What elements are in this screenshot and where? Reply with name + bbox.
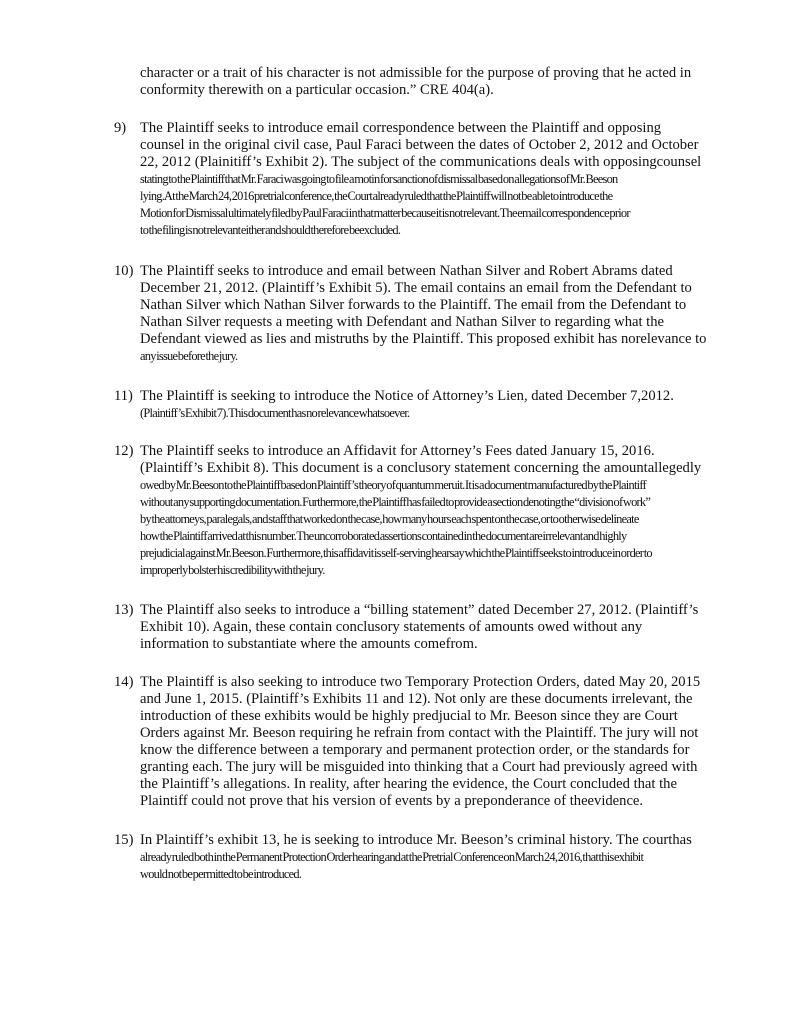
- text-line: by the attorneys, paralegals, and staff that worked on the case, how many hours each spent on the case, or to otherwise delineate: [140, 512, 639, 526]
- text-line: (Plaintiff’s Exhibit 7). This document has no relevance whatsoever.: [140, 406, 410, 420]
- text-line: Nathan Silver which Nathan Silver forwards to the Plaintiff. The email from the Defendant to: [140, 297, 687, 313]
- text-line: and June 1, 2015. (Plaintiff’s Exhibits 11 and 12). Not only are these documents irrelevant, the: [140, 691, 693, 707]
- text-line: (Plaintiff’s Exhibit 8). This document is a conclusory statement concerning the amountallegedly: [140, 460, 702, 476]
- numbered-paragraph-10: [114, 263, 745, 365]
- text-line: Defendant viewed as lies and mistruths by the Plaintiff. This proposed exhibit has norelevance to: [140, 331, 707, 347]
- text-line: lying. At the March 24, 2016 pretrial conference, the Court already ruled that the Plaintiff will not be able to introduce the: [140, 189, 613, 203]
- text-line: The Plaintiff also seeks to introduce a “billing statement” dated December 27, 2012. (Plaintiff’s: [140, 602, 699, 618]
- text-line: December 21, 2012. (Plaintiff’s Exhibit 5). The email contains an email from the Defendant to: [140, 280, 692, 296]
- text-line: stating to the Plaintiff that Mr. Faraci was going to file a motin for sanction of dismissal based on allegations of Mr. Beeson: [140, 172, 618, 186]
- text-line: how the Plaintiff arrived at this number. The uncorroborated assertions contained in the document are irrelevant and highly: [140, 529, 627, 543]
- text-line: Motion for Dismissal ultimately filed by Paul Faraci in that matter because it is not relevant. The email correspondence prior: [140, 206, 630, 220]
- text-line: without any supporting documentation. Furthermore, the Plaintiff has failed to provide a section denoting the “division of work”: [140, 495, 651, 509]
- text-line: The Plaintiff is seeking to introduce the Notice of Attorney’s Lien, dated December 7,2012.: [140, 388, 674, 404]
- text-line: character or a trait of his character is not admissible for the purpose of proving that he acted in: [140, 65, 692, 81]
- text-line: conformity therewith on a particular occasion.” CRE 404(a).: [140, 82, 494, 98]
- text-line: 22, 2012 (Plainitiff’s Exhibit 2). The subject of the communications deals with opposingcounsel: [140, 154, 702, 170]
- text-line: Exhibit 10). Again, these contain conclusory statements of amounts owed without any: [140, 619, 643, 635]
- text-line: owed by Mr. Beeson to the Plaintiff based on Plaintiff’s theory of quantum meruit. It is a document manufactured by the Plaintiff: [140, 478, 646, 492]
- numbered-paragraph-15: [114, 832, 745, 883]
- paragraph-number: 15): [114, 832, 134, 848]
- text-line: prejudicial against Mr. Beeson. Furthermore, this affidavit is self-serving hearsay which the Plaintiff seeks to introduce in order to: [140, 546, 652, 560]
- text-line: to the filing is not relevant either and should therefore beexcluded.: [140, 223, 401, 237]
- text-line: information to substantiate where the amounts comefrom.: [140, 636, 478, 652]
- numbered-paragraph-9: [114, 120, 745, 239]
- continuation-paragraph: [140, 65, 740, 99]
- numbered-paragraph-14: [114, 674, 745, 810]
- paragraph-number: 12): [114, 443, 134, 459]
- numbered-paragraph-13: [114, 602, 745, 653]
- text-line: Orders against Mr. Beeson requiring he refrain from contact with the Plaintiff. The jury will not: [140, 725, 699, 741]
- paragraph-number: 14): [114, 674, 134, 690]
- text-line: The Plaintiff seeks to introduce an Affidavit for Attorney’s Fees dated January 15, 2016.: [140, 443, 655, 459]
- text-line: Plaintiff could not prove that his version of events by a preponderance of theevidence.: [140, 793, 644, 809]
- paragraph-number: 13): [114, 602, 134, 618]
- paragraph-number: 10): [114, 263, 134, 279]
- text-line: Nathan Silver requests a meeting with Defendant and Nathan Silver to regarding what the: [140, 314, 664, 330]
- text-line: The Plaintiff seeks to introduce and email between Nathan Silver and Robert Abrams dated: [140, 263, 673, 279]
- text-line: the Plaintiff’s allegations. In reality, after hearing the evidence, the Court concluded that the: [140, 776, 677, 792]
- text-line: introduction of these exhibits would be highly predjucial to Mr. Beeson since they are Court: [140, 708, 678, 724]
- text-line: counsel in the original civil case, Paul Faraci between the dates of October 2, 2012 and October: [140, 137, 699, 153]
- numbered-paragraph-11: [114, 388, 745, 422]
- numbered-paragraph-12: [114, 443, 745, 579]
- paragraph-number: 11): [114, 388, 133, 404]
- text-line: granting each. The jury will be misguided into thinking that a Court had previously agreed with: [140, 759, 698, 775]
- text-line: improperly bolster his credibility with the jury.: [140, 563, 325, 577]
- text-line: In Plaintiff’s exhibit 13, he is seeking to introduce Mr. Beeson’s criminal history. The courthas: [140, 832, 692, 848]
- paragraph-number: 9): [114, 120, 127, 136]
- text-line: already ruled both in the Permanent Protection Order hearing and at the Pretrial Conference on March 24, 2016, that this exhibit: [140, 850, 644, 864]
- text-line: The Plaintiff is also seeking to introduce two Temporary Protection Orders, dated May 20, 2015: [140, 674, 701, 690]
- text-line: any issue before the jury.: [140, 349, 238, 363]
- text-line: would not be permitted to be introduced.: [140, 867, 302, 881]
- text-line: The Plaintiff seeks to introduce email correspondence between the Plaintiff and opposing: [140, 120, 662, 136]
- text-line: know the difference between a temporary and permanent protection order, or the standards for: [140, 742, 690, 758]
